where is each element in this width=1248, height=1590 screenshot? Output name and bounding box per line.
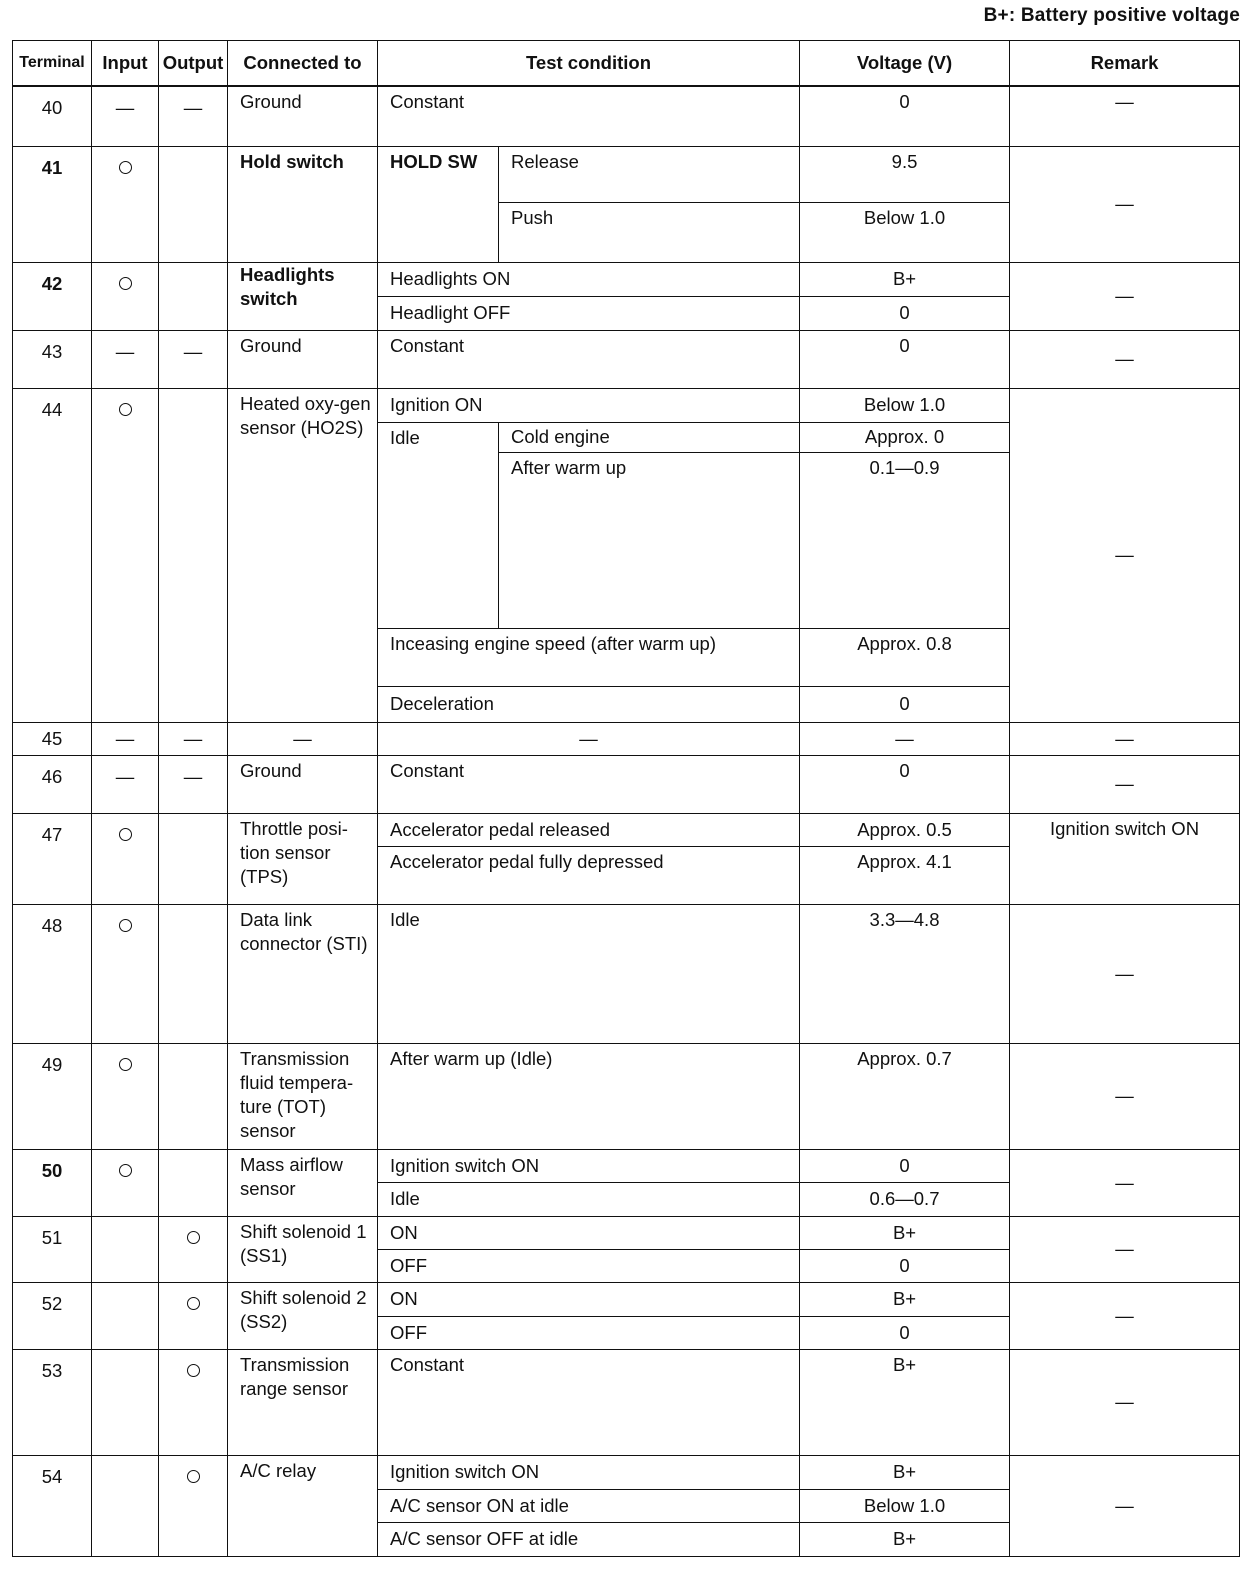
legend-note: B+: Battery positive voltage [983, 5, 1240, 26]
voltage: B+ [800, 1349, 1010, 1455]
input-cell [92, 1349, 159, 1455]
voltage: Below 1.0 [800, 388, 1010, 422]
output-cell: — [159, 330, 228, 388]
terminal-number: 50 [13, 1149, 92, 1216]
voltage: Approx. 0.5 [800, 813, 1010, 846]
test-condition: Deceleration [378, 686, 800, 722]
test-condition: Accelerator pedal released [378, 813, 800, 846]
input-marker-icon [119, 403, 132, 416]
test-condition: ON [378, 1282, 800, 1316]
voltage: Below 1.0 [800, 1489, 1010, 1522]
connected-to: Heated oxy-gen sensor (HO2S) [228, 388, 378, 722]
voltage: B+ [800, 1282, 1010, 1316]
connected-to: Ground [228, 330, 378, 388]
test-group: Idle [378, 422, 499, 628]
terminal-number: 45 [13, 722, 92, 755]
input-cell [92, 813, 159, 904]
input-cell [92, 1455, 159, 1556]
input-marker-icon [119, 161, 132, 174]
input-cell [92, 1282, 159, 1349]
terminal-number: 46 [13, 755, 92, 813]
voltage: 3.3—4.8 [800, 904, 1010, 1043]
remark: Ignition switch ON [1010, 813, 1240, 904]
voltage: Below 1.0 [800, 202, 1010, 262]
test-condition: A/C sensor OFF at idle [378, 1522, 800, 1556]
voltage: 0 [800, 1249, 1010, 1282]
output-cell [159, 904, 228, 1043]
voltage: 0 [800, 686, 1010, 722]
test-condition: Ignition switch ON [378, 1149, 800, 1182]
voltage: Approx. 0.8 [800, 628, 1010, 686]
output-cell [159, 262, 228, 330]
header-remark: Remark [1010, 41, 1240, 87]
terminal-number: 49 [13, 1043, 92, 1149]
voltage: B+ [800, 1216, 1010, 1249]
input-cell: — [92, 755, 159, 813]
voltage: — [800, 722, 1010, 755]
table-row [13, 813, 1240, 846]
remark: — [1010, 330, 1240, 388]
header-voltage: Voltage (V) [800, 41, 1010, 87]
remark: — [1010, 722, 1240, 755]
output-cell: — [159, 722, 228, 755]
voltage: Approx. 0.7 [800, 1043, 1010, 1149]
voltage: 0 [800, 296, 1010, 330]
remark: — [1010, 86, 1240, 146]
connected-to: — [228, 722, 378, 755]
output-cell [159, 388, 228, 722]
header-row [13, 41, 1240, 87]
voltage: 0 [800, 86, 1010, 146]
terminal-number: 41 [13, 146, 92, 262]
test-condition: Accelerator pedal fully depressed [378, 846, 800, 904]
connected-to: Data link connector (STI) [228, 904, 378, 1043]
input-cell [92, 904, 159, 1043]
input-cell [92, 262, 159, 330]
remark: — [1010, 146, 1240, 262]
voltage: 0 [800, 1316, 1010, 1349]
test-condition: Release [499, 146, 800, 202]
connected-to: Mass airflow sensor [228, 1149, 378, 1216]
input-cell [92, 1149, 159, 1216]
test-condition: Inceasing engine speed (after warm up) [378, 628, 800, 686]
output-cell: — [159, 755, 228, 813]
terminal-number: 40 [13, 86, 92, 146]
voltage: Approx. 0 [800, 422, 1010, 452]
voltage: B+ [800, 1455, 1010, 1489]
test-condition: Ignition switch ON [378, 1455, 800, 1489]
test-condition: Cold engine [499, 422, 800, 452]
terminal-number: 52 [13, 1282, 92, 1349]
output-cell [159, 1216, 228, 1282]
table-row [13, 1282, 1240, 1316]
terminal-number: 44 [13, 388, 92, 722]
remark: — [1010, 388, 1240, 722]
input-cell [92, 1216, 159, 1282]
voltage: 9.5 [800, 146, 1010, 202]
connected-to: Transmission fluid tempera-ture (TOT) sensor [228, 1043, 378, 1149]
table-row [13, 262, 1240, 296]
table-row [13, 388, 1240, 422]
output-cell [159, 813, 228, 904]
voltage: 0.1—0.9 [800, 452, 1010, 628]
input-cell: — [92, 722, 159, 755]
voltage: 0 [800, 330, 1010, 388]
output-cell: — [159, 86, 228, 146]
connected-to: A/C relay [228, 1455, 378, 1556]
output-marker-icon [187, 1364, 200, 1377]
remark: — [1010, 1043, 1240, 1149]
remark: — [1010, 1216, 1240, 1282]
remark: — [1010, 1149, 1240, 1216]
voltage: Approx. 4.1 [800, 846, 1010, 904]
header-input: Input [92, 41, 159, 87]
remark: — [1010, 262, 1240, 330]
remark: — [1010, 1349, 1240, 1455]
voltage: B+ [800, 1522, 1010, 1556]
terminal-number: 42 [13, 262, 92, 330]
connected-to: Headlights switch [228, 262, 378, 330]
table-row [13, 146, 1240, 202]
test-condition: Headlight OFF [378, 296, 800, 330]
voltage: 0.6—0.7 [800, 1182, 1010, 1216]
terminal-number: 54 [13, 1455, 92, 1556]
connected-to: Hold switch [228, 146, 378, 262]
voltage: B+ [800, 262, 1010, 296]
terminal-number: 48 [13, 904, 92, 1043]
output-marker-icon [187, 1231, 200, 1244]
header-test-condition: Test condition [378, 41, 800, 87]
output-marker-icon [187, 1470, 200, 1483]
output-cell [159, 1149, 228, 1216]
test-condition: Idle [378, 1182, 800, 1216]
remark: — [1010, 1455, 1240, 1556]
input-marker-icon [119, 1164, 132, 1177]
header-terminal: Terminal [13, 41, 92, 87]
connected-to: Shift solenoid 2 (SS2) [228, 1282, 378, 1349]
output-cell [159, 146, 228, 262]
test-condition: Constant [378, 1349, 800, 1455]
test-condition: ON [378, 1216, 800, 1249]
terminal-number: 43 [13, 330, 92, 388]
test-condition: — [378, 722, 800, 755]
table-row [13, 755, 1240, 813]
input-cell [92, 1043, 159, 1149]
connected-to: Shift solenoid 1 (SS1) [228, 1216, 378, 1282]
terminal-voltage-table [12, 40, 1240, 1557]
table-row [13, 1043, 1240, 1149]
table-row [13, 1149, 1240, 1182]
test-condition: Push [499, 202, 800, 262]
test-condition: Idle [378, 904, 800, 1043]
test-condition: OFF [378, 1249, 800, 1282]
remark: — [1010, 904, 1240, 1043]
table-row [13, 330, 1240, 388]
output-cell [159, 1455, 228, 1556]
table-row [13, 86, 1240, 146]
table-row [13, 1455, 1240, 1489]
terminal-number: 53 [13, 1349, 92, 1455]
test-condition: Constant [378, 86, 800, 146]
table-row [13, 722, 1240, 755]
test-condition: Constant [378, 330, 800, 388]
input-marker-icon [119, 828, 132, 841]
terminal-number: 51 [13, 1216, 92, 1282]
output-cell [159, 1282, 228, 1349]
table-row [13, 1216, 1240, 1249]
terminal-number: 47 [13, 813, 92, 904]
input-marker-icon [119, 919, 132, 932]
test-condition: A/C sensor ON at idle [378, 1489, 800, 1522]
output-marker-icon [187, 1297, 200, 1310]
table-row [13, 904, 1240, 1043]
test-group: HOLD SW [378, 146, 499, 262]
test-condition: After warm up [499, 452, 800, 628]
connected-to: Ground [228, 86, 378, 146]
test-condition: Constant [378, 755, 800, 813]
connected-to: Ground [228, 755, 378, 813]
input-cell: — [92, 330, 159, 388]
header-connected-to: Connected to [228, 41, 378, 87]
test-condition: After warm up (Idle) [378, 1043, 800, 1149]
input-marker-icon [119, 1058, 132, 1071]
input-cell [92, 146, 159, 262]
connected-to: Throttle posi-tion sensor (TPS) [228, 813, 378, 904]
remark: — [1010, 1282, 1240, 1349]
input-cell: — [92, 86, 159, 146]
remark: — [1010, 755, 1240, 813]
connected-to: Transmission range sensor [228, 1349, 378, 1455]
header-output: Output [159, 41, 228, 87]
table-row [13, 1349, 1240, 1455]
output-cell [159, 1349, 228, 1455]
voltage: 0 [800, 755, 1010, 813]
test-condition: OFF [378, 1316, 800, 1349]
test-condition: Ignition ON [378, 388, 800, 422]
input-marker-icon [119, 277, 132, 290]
test-condition: Headlights ON [378, 262, 800, 296]
input-cell [92, 388, 159, 722]
voltage: 0 [800, 1149, 1010, 1182]
output-cell [159, 1043, 228, 1149]
